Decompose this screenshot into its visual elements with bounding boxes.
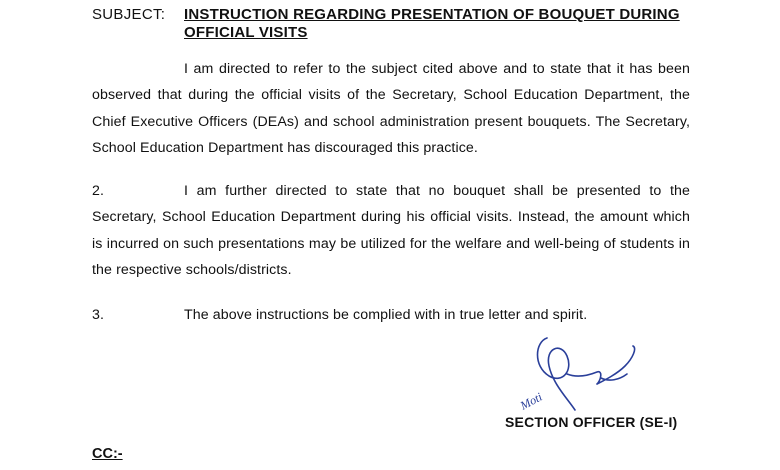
paragraph-2 [92,178,690,283]
signature-name-text: Moti [517,389,545,413]
paragraph-3-text: The above instructions be complied with in true letter and spirit. [184,307,588,323]
subject-title-line-2: OFFICIAL VISITS [184,24,308,41]
handwritten-signature [505,318,655,428]
paragraph-2-text: I am further directed to state that no bouquet shall be presented to the Secretary, School Education Department during his official visits. Instead, the amount which is incurred on such presentations may be utilized for the welfare and well-being of students in the respective schools/districts. [92,183,690,278]
subject-label: SUBJECT: [92,6,166,23]
paragraph-3-number: 3. [92,307,105,323]
paragraph-2-number: 2. [92,183,105,199]
subject-title-line-1: INSTRUCTION REGARDING PRESENTATION OF BOUQUET DURING [184,6,680,23]
paragraph-1 [92,56,690,161]
subject-title [184,6,704,42]
cc-label: CC:- [92,446,123,462]
section-officer-designation: SECTION OFFICER (SE-I) [505,414,678,430]
paragraph-1-text: I am directed to refer to the subject cited above and to state that it has been observed that during the official visits of the Secretary, School Education Department, the Chief Executive Officers (DEAs) and school administration present bouquets. The Secretary, School Education Department has discouraged this practice. [92,61,690,156]
